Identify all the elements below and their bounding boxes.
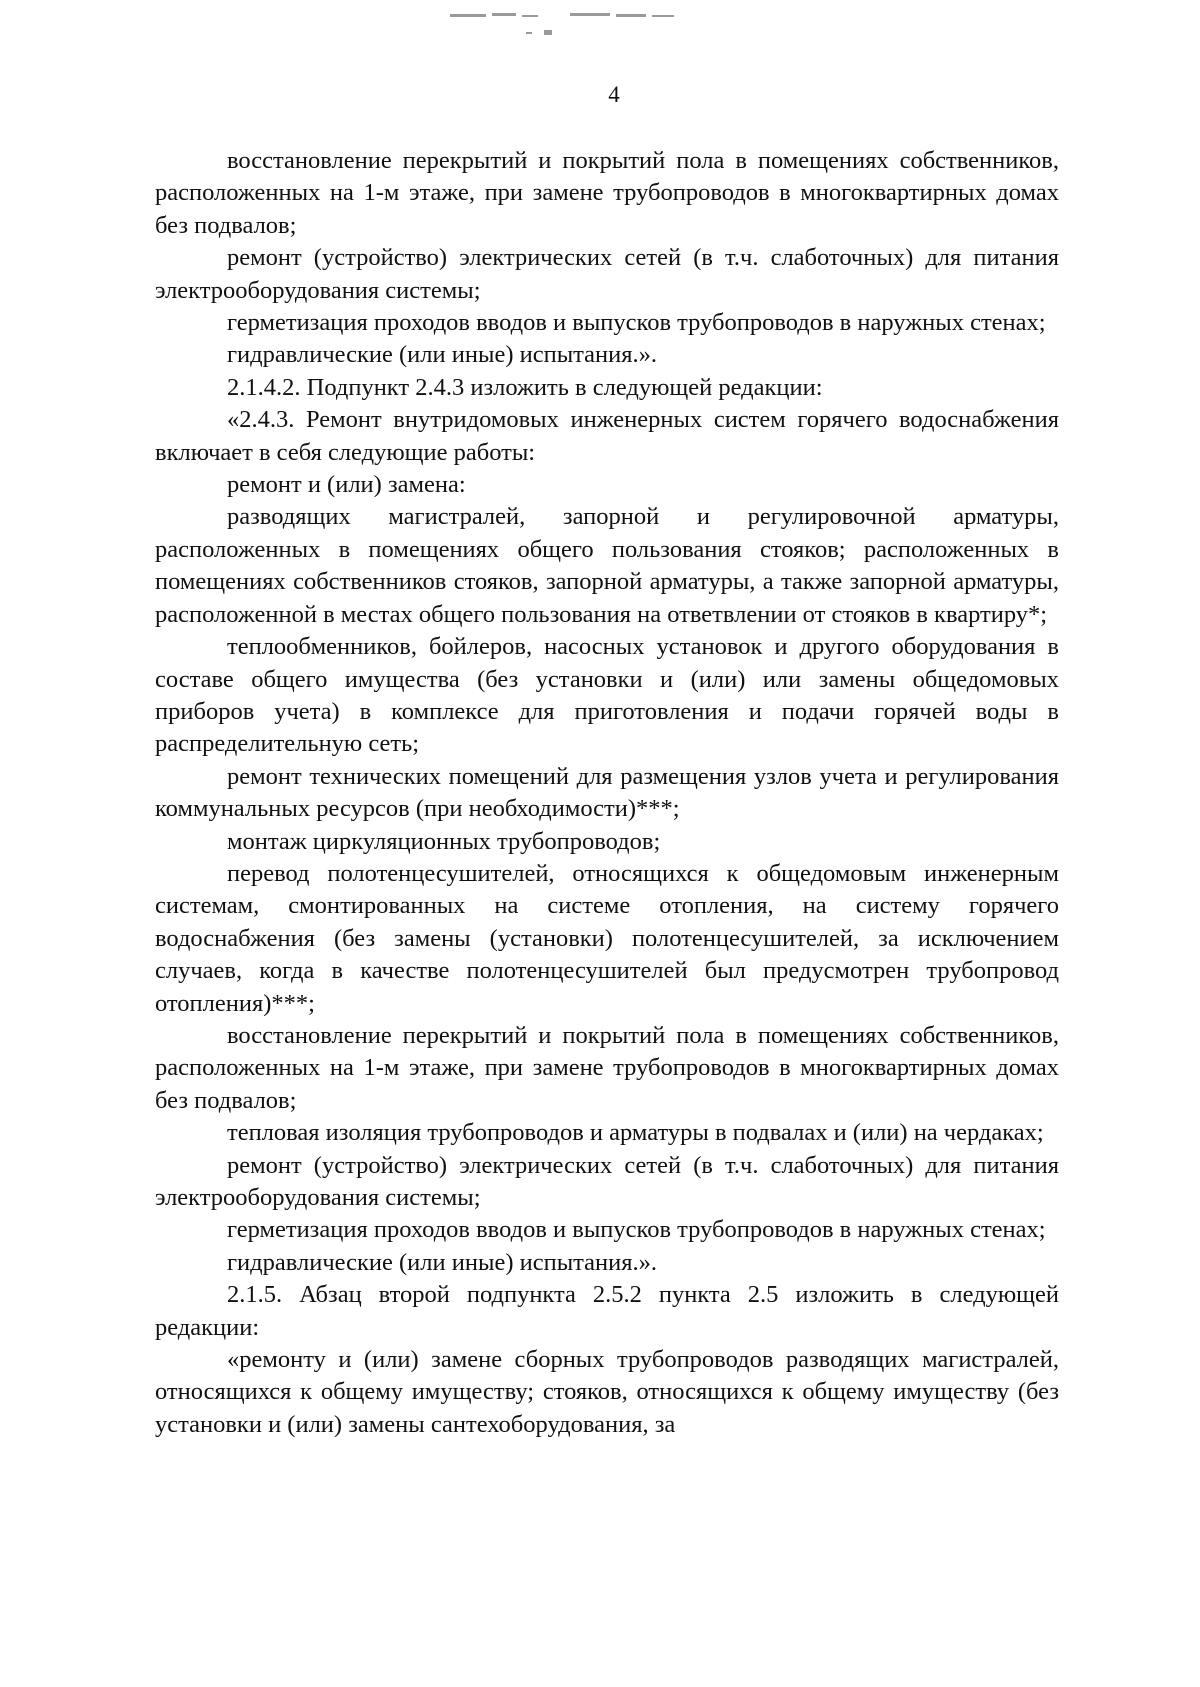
paragraph: гидравлические (или иные) испытания.». xyxy=(227,1248,658,1276)
document-body xyxy=(155,145,1059,1441)
paragraph: ремонт (устройство) электрических сетей (в т.ч. слаботочных) для питания электрооборудования системы; xyxy=(155,244,1059,304)
paragraph: теплообменников, бойлеров, насосных установок и другого оборудования в составе общего имущества (без установки и (или) или замены общедомовых приборов учета) в комплексе для приготовления и подачи горячей воды в распределительную сеть; xyxy=(155,633,1059,758)
paragraph: 2.1.5. Абзац второй подпункта 2.5.2 пункта 2.5 изложить в следующей редакции: xyxy=(155,1281,1059,1341)
paragraph: герметизация проходов вводов и выпусков трубопроводов в наружных стенах; xyxy=(227,309,1046,337)
page-number: 4 xyxy=(608,82,620,107)
paragraph: ремонт и (или) замена: xyxy=(227,471,466,499)
paragraph: «2.4.3. Ремонт внутридомовых инженерных систем горячего водоснабжения включает в себя следующие работы: xyxy=(155,406,1059,466)
paragraph: тепловая изоляция трубопроводов и арматуры в подвалах и (или) на чердаках; xyxy=(227,1119,1044,1147)
paragraph: ремонт технических помещений для размещения узлов учета и регулирования коммунальных ресурсов (при необходимости)***; xyxy=(155,762,1059,823)
paragraph: восстановление перекрытий и покрытий пола в помещениях собственников, расположенных на 1-м этаже, при замене трубопроводов в многоквартирных домах без подвалов; xyxy=(155,1021,1059,1114)
paragraph: перевод полотенцесушителей, относящихся к общедомовым инженерным системам, смонтированных на системе отопления, на систему горячего водоснабжения (без замены (установки) полотенцесушителей, за исключением случаев, когда в качестве полотенцесушителей был предусмотрен трубопровод отопления)***; xyxy=(155,859,1059,1017)
paragraph: герметизация проходов вводов и выпусков трубопроводов в наружных стенах; xyxy=(227,1216,1046,1244)
paragraph: «ремонту и (или) замене сборных трубопроводов разводящих магистралей, относящихся к общему имуществу; стояков, относящихся к общему имуществу (без установки и (или) замены сантехоборудования, за xyxy=(155,1346,1059,1438)
paragraph: 2.1.4.2. Подпункт 2.4.3 изложить в следующей редакции: xyxy=(227,373,823,401)
paragraph: гидравлические (или иные) испытания.». xyxy=(227,341,658,369)
paragraph: монтаж циркуляционных трубопроводов; xyxy=(227,827,661,855)
paragraph: восстановление перекрытий и покрытий пола в помещениях собственников, расположенных на 1-м этаже, при замене трубопроводов в многоквартирных домах без подвалов; xyxy=(155,147,1059,239)
scan-artifact xyxy=(430,8,740,40)
paragraph: ремонт (устройство) электрических сетей (в т.ч. слаботочных) для питания электрооборудования системы; xyxy=(155,1151,1059,1211)
paragraph: разводящих магистралей, запорной и регулировочной арматуры, расположенных в помещениях общего пользования стояков; расположенных в помещениях собственников стояков, запорной арматуры, а также запорной арматуры, расположенной в местах общего пользования на ответвлении от стояков в квартиру*; xyxy=(155,503,1059,628)
